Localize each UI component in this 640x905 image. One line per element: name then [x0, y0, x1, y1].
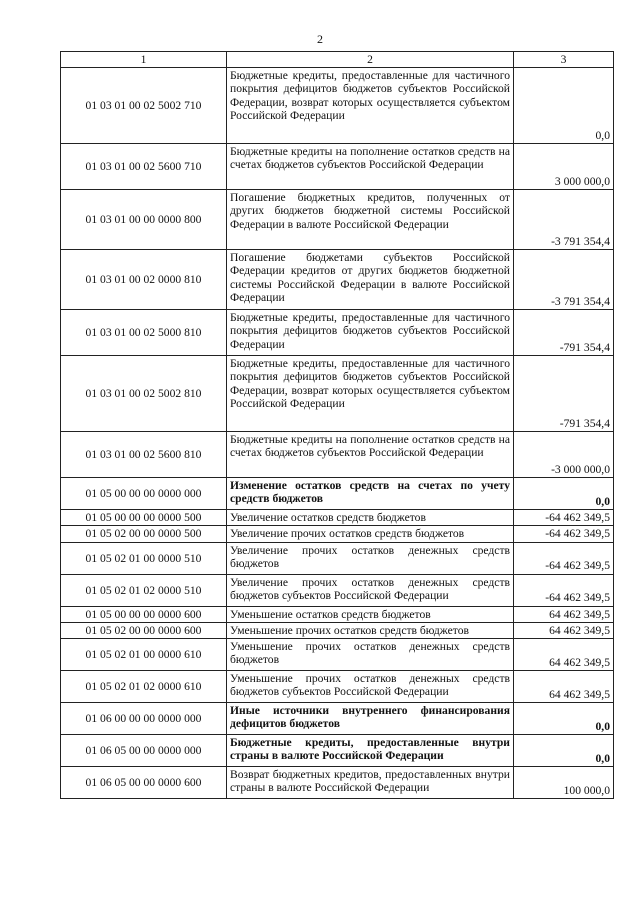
amount-cell: -64 462 349,5: [514, 574, 614, 606]
amount-cell: -64 462 349,5: [514, 542, 614, 574]
table-row: [61, 478, 614, 510]
budget-code-cell: 01 05 02 01 00 0000 610: [61, 639, 227, 671]
table-row: [61, 671, 614, 703]
table-row: [61, 432, 614, 478]
budget-code-cell: 01 03 01 00 02 5600 710: [61, 144, 227, 190]
description-cell: Уменьшение прочих остатков денежных средств бюджетов: [227, 639, 514, 671]
table-row: [61, 356, 614, 432]
table-row: [61, 310, 614, 356]
description-cell: Уменьшение прочих остатков денежных средств бюджетов субъектов Российской Федерации: [227, 671, 514, 703]
amount-cell: -64 462 349,5: [514, 526, 614, 542]
description-cell: Уменьшение прочих остатков средств бюджетов: [227, 622, 514, 638]
description-cell: Бюджетные кредиты на пополнение остатков средств на счетах бюджетов субъектов Российской Федерации: [227, 144, 514, 190]
budget-code-cell: 01 03 01 00 02 5600 810: [61, 432, 227, 478]
budget-code-cell: 01 03 01 00 02 5002 710: [61, 68, 227, 144]
amount-cell: -3 000 000,0: [514, 432, 614, 478]
table-row: [61, 735, 614, 767]
amount-cell: 64 462 349,5: [514, 639, 614, 671]
column-number-1: 1: [61, 52, 227, 68]
amount-cell: -791 354,4: [514, 356, 614, 432]
description-cell: Погашение бюджетами субъектов Российской Федерации кредитов от других бюджетов бюджетной системы Российской Федерации в валюте Российской Федерации: [227, 250, 514, 310]
budget-code-cell: 01 05 02 00 00 0000 600: [61, 622, 227, 638]
table-row: [61, 767, 614, 799]
budget-code-cell: 01 05 00 00 00 0000 000: [61, 478, 227, 510]
budget-code-cell: 01 05 02 01 02 0000 610: [61, 671, 227, 703]
amount-cell: 0,0: [514, 478, 614, 510]
budget-code-cell: 01 06 05 00 00 0000 000: [61, 735, 227, 767]
table-row: [61, 510, 614, 526]
page-number: 2: [317, 32, 323, 46]
description-cell: Увеличение прочих остатков денежных средств бюджетов: [227, 542, 514, 574]
budget-code-cell: 01 03 01 00 02 5000 810: [61, 310, 227, 356]
table-row: [61, 574, 614, 606]
budget-code-cell: 01 05 00 00 00 0000 600: [61, 606, 227, 622]
budget-code-cell: 01 05 00 00 00 0000 500: [61, 510, 227, 526]
column-number-2: 2: [227, 52, 514, 68]
amount-cell: 100 000,0: [514, 767, 614, 799]
column-number-header-row: [61, 52, 614, 68]
description-cell: Бюджетные кредиты, предоставленные внутри страны в валюте Российской Федерации: [227, 735, 514, 767]
description-cell: Увеличение остатков средств бюджетов: [227, 510, 514, 526]
description-cell: Возврат бюджетных кредитов, предоставленных внутри страны в валюте Российской Федерации: [227, 767, 514, 799]
amount-cell: -791 354,4: [514, 310, 614, 356]
amount-cell: 64 462 349,5: [514, 671, 614, 703]
table-row: [61, 622, 614, 638]
table-row: [61, 68, 614, 144]
budget-sources-table: [60, 51, 614, 799]
description-cell: Погашение бюджетных кредитов, полученных от других бюджетов бюджетной системы Российской Федерации в валюте Российской Федерации: [227, 190, 514, 250]
description-cell: Иные источники внутреннего финансирования дефицитов бюджетов: [227, 703, 514, 735]
table-row: [61, 639, 614, 671]
description-cell: Бюджетные кредиты, предоставленные для частичного покрытия дефицитов бюджетов субъектов Российской Федерации, возврат которых осуществляется субъектом Российской Федерации: [227, 356, 514, 432]
amount-cell: 0,0: [514, 735, 614, 767]
amount-cell: -3 791 354,4: [514, 190, 614, 250]
budget-code-cell: 01 05 02 01 02 0000 510: [61, 574, 227, 606]
budget-code-cell: 01 03 01 00 02 0000 810: [61, 250, 227, 310]
amount-cell: -64 462 349,5: [514, 510, 614, 526]
description-cell: Изменение остатков средств на счетах по учету средств бюджетов: [227, 478, 514, 510]
budget-code-cell: 01 06 05 00 00 0000 600: [61, 767, 227, 799]
budget-code-cell: 01 03 01 00 02 5002 810: [61, 356, 227, 432]
description-cell: Бюджетные кредиты на пополнение остатков средств на счетах бюджетов субъектов Российской Федерации: [227, 432, 514, 478]
column-number-3: 3: [514, 52, 614, 68]
amount-cell: 64 462 349,5: [514, 606, 614, 622]
budget-code-cell: 01 05 02 00 00 0000 500: [61, 526, 227, 542]
table-row: [61, 144, 614, 190]
budget-code-cell: 01 03 01 00 00 0000 800: [61, 190, 227, 250]
table-row: [61, 250, 614, 310]
amount-cell: 64 462 349,5: [514, 622, 614, 638]
description-cell: Увеличение прочих остатков средств бюджетов: [227, 526, 514, 542]
budget-code-cell: 01 05 02 01 00 0000 510: [61, 542, 227, 574]
table-row: [61, 703, 614, 735]
table-row: [61, 526, 614, 542]
amount-cell: 0,0: [514, 68, 614, 144]
description-cell: Бюджетные кредиты, предоставленные для частичного покрытия дефицитов бюджетов субъектов Российской Федерации, возврат которых осуществляется субъектом Российской Федерации: [227, 68, 514, 144]
table-row: [61, 542, 614, 574]
description-cell: Бюджетные кредиты, предоставленные для частичного покрытия дефицитов бюджетов субъектов Российской Федерации: [227, 310, 514, 356]
description-cell: Уменьшение остатков средств бюджетов: [227, 606, 514, 622]
amount-cell: 0,0: [514, 703, 614, 735]
description-cell: Увеличение прочих остатков денежных средств бюджетов субъектов Российской Федерации: [227, 574, 514, 606]
amount-cell: 3 000 000,0: [514, 144, 614, 190]
amount-cell: -3 791 354,4: [514, 250, 614, 310]
budget-code-cell: 01 06 00 00 00 0000 000: [61, 703, 227, 735]
table-row: [61, 606, 614, 622]
table-row: [61, 190, 614, 250]
